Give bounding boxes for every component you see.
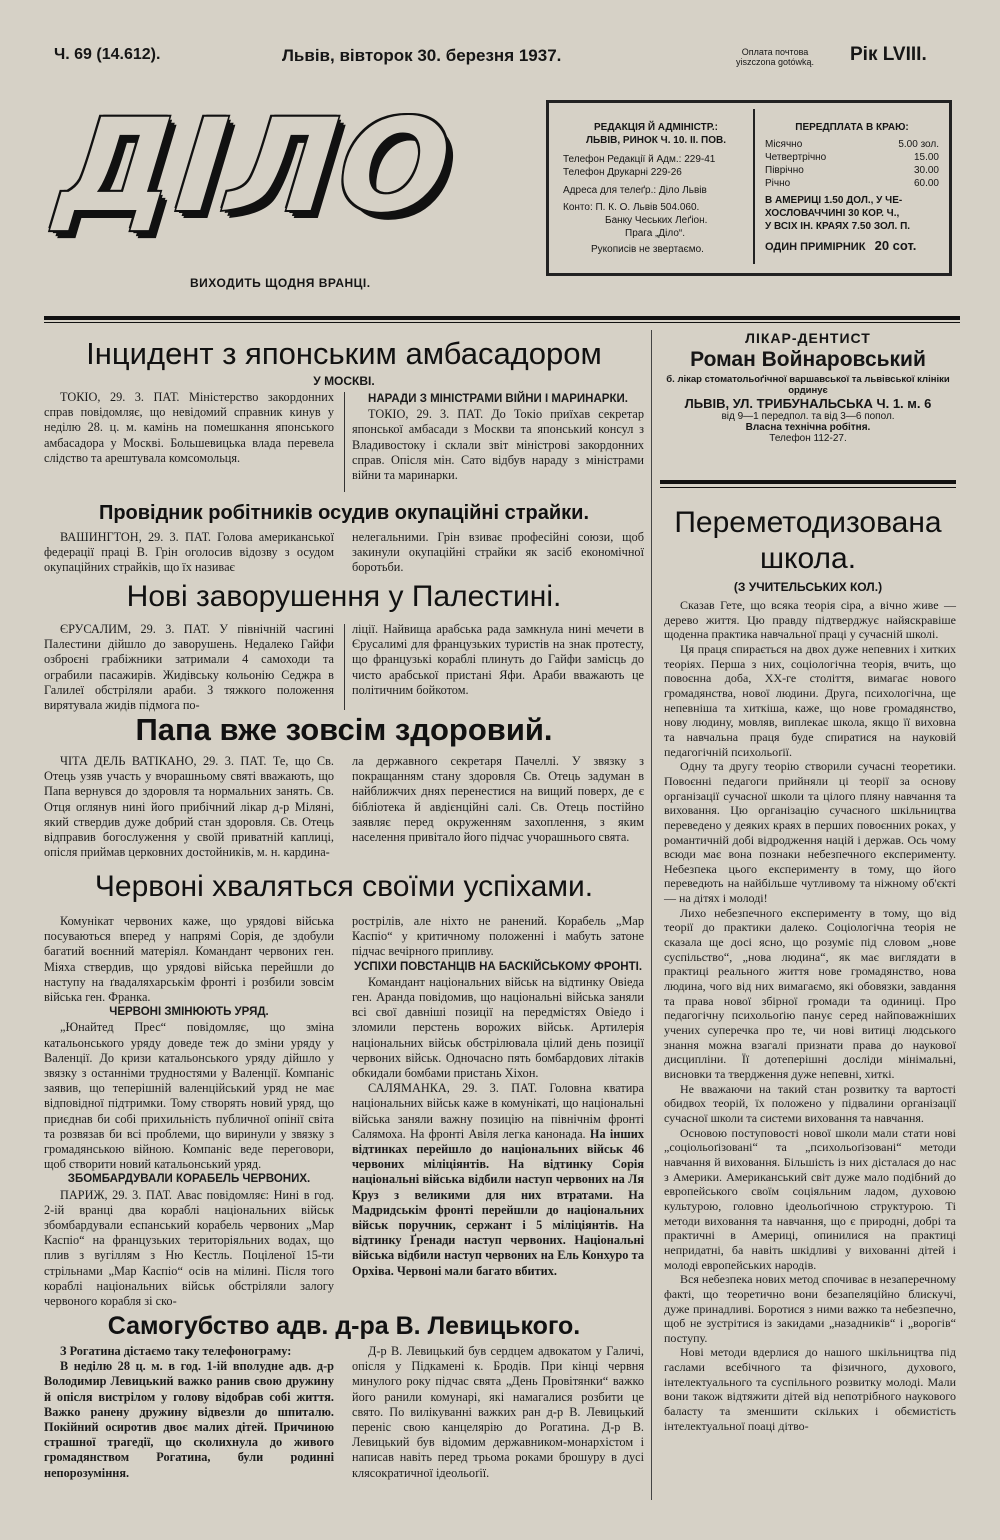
article-text: Д-р В. Левицький був сердцем адвокатом у Галичі, опісля у Підкамені к. Бродів. При кінці червня минулого року підчас свята „День Провітянки“ важко його ранили комунарі, які намагалися розбити це свято. По вилікуванні важких ран д-р В. Левицький переніс свою канцелярію до Рогатина. Д-р В. Левицький був відомим державником-монархістом і написав навіть перед трьома роками брошуру в дусі клясократичної ідеольоґії. [352,1344,644,1480]
issue-number: Ч. 69 (14.612). [54,46,161,63]
column-rule [344,392,345,492]
column-rule [344,624,345,710]
masthead-rule-thin [44,322,960,323]
rate-row: Річно 60.00 [765,178,939,189]
headline-japan-ambassador: Інцидент з японським амбасадором [86,336,602,371]
article-text: ліції. Найвища арабська рада замкнула нині мечети в Єрусалимі для французьких туристів на знак протесту, що французькі кораблі плинуть до Гайфи замісць до чисто арабської пристані Яфи. Араби вважають це політичним бойкотом. [352,622,644,697]
tagline: ВИХОДИТЬ ЩОДНЯ ВРАНЦІ. [190,276,371,290]
rate-row: Четвертрічно 15.00 [765,152,939,163]
article-text: ТОКІО, 29. 3. ПАТ. Міністерство закордонних справ повідомляє, що невідомий справник кинув у неділю 28. ц. м. камінь на помешкання японського амбасадора у Москві. Большевицька влада перевела слідство та арештувала комсомольця. [44,390,334,465]
ad-rule-thin [660,487,956,488]
ad-title: ЛІКАР-ДЕНТИСТ [745,330,871,346]
postage-note: Оплата почтова уіszczona gotówką. [735,47,815,67]
headline-suicide: Самогубство адв. д-ра В. Левицького. [107,1312,581,1340]
newspaper-logo: ДІЛО [52,92,461,241]
headline-pope: Папа вже зовсім здоровий. [135,712,553,747]
article-text: Комунікат червоних каже, що урядові війська посуваються вперед у напрямі Сорія, де здобули багатий воєнний матеріял. Командант червоних ген. Міяха ствердив, що урядові війська перейшли до наступу на ґвадаляхарськім фронті і розбили зовсім війська ген. Франка. ЧЕРВОНІ ЗМІНЮЮТЬ УРЯД. „Юнайтед Прес“ повідомляє, що зміна катальонського уряду доведе теж до зміни уряду у Валенції. До кризи катальонського уряду дійшло у звязку з останніми трудностями у Валенції. Компаніс заявив, що теперішній валенційський уряд не має відповідної підтримки. Тому створять новий уряд, що приєднав би собі прихильність публичної опінії світа та розвязав би всі проблеми, що виринули у звязку з громадянською війною. Компаніс веде переговори, щоб створити новий катальонський уряд. ЗБОМБАРДУВАЛИ КОРАБЕЛЬ ЧЕРВОНИХ. ПАРИЖ, 29. 3. ПАТ. Авас повідомляє: Нині в год. 2-ій вранці два кораблі національних військ збомбардували еспанський корабель червоних „Мар Каспіо“ на французьких територіяльних водах, що плив з вугіллям з Ню Кестль. Поціленої 15-ти стрільнами „Мар Каспіо“ осів на мілині. Після того кораблі національних військ обстріляли залогу червоного корабля зі ско- [44,914,334,1309]
article-text: ла державного секретаря Пачеллі. У звязку з покращанням стану здоровля Св. Отець задуман в найближчих днях перенестися на вищий поверх, де є бібліотека й авдієнційні салі. Св. Отець постійно заявляє перед окруженням захоплення, з яким населення привітало його підчас учорашнього свята. [352,754,644,845]
year-label: Рік LVIII. [850,44,927,65]
dentist-advertisement: ЛІКАР-ДЕНТИСТ Роман Войнаровський б. лікар стоматольоґічної варшавської та львівської клініки ординує ЛЬВІВ, УЛ. ТРИБУНАЛЬСЬКА Ч. 1. м. 6 від 9—1 передпол. та від 3—6 попол. Власна технічна робітня. Телефон 112-27. [658,330,958,470]
feature-text: Сказав Гете, що всяка теорія сіра, а вічно живе — дерево життя. Цю правду підтверджує найяскравіше щоденна практика навчальної праці у сучасній школі. Ця праця спирається на двох дуже непевних і хитких теоріях. Перша з них, соціологічна теорія, вчить, що повоєнна доба, ХХ-ге століття, вимагає нового громадянства, нової людини. Друга, психологічна, ще непевніша та хиткіша, каже, що нове громадянство, нову людину, мовляв, виплекає школа, якщо її виховна та навчальна праця буде спиратися на науковій педагогічній психольоґії. Одну та другу теорію створили сучасні теоретики. Повоєнні педагоги прийняли ці теорії за основу організації сучасної школи та цілого пляну навчання та виховання. Цю організацію сучасного шкільництва переведено у деяких краях в перших повоєнних роках, у романтичній добі відродження націй і держав. Ось чому всюди має вона познаки небезпечного експерименту. Небезпека цього експерименту в тому, що його переведють на найбільше чутливому та ніжному об'єкті — на дітях і молоді! Лихо небезпечного експерименту в тому, що від теорії до практики далеко. Соціологічна теорія не сказала ще досі ясно, що розуміє під словом „нове суспільство“, „нова людина“, як має виглядати в практиці реального життя нове громадянство, нова людина, чого від них вимагаємо, які обовязки, завдання та права нової збірної громади та одиниці. Про педагогічну психольоґію панує серед найповажніших учених суперечка про те, чи нові витиці людського знання можна взагалі признати права до наукової дисципліни. Її дотеперішні досліди мінімальні, висновки та твердження дуже непевні, хиткі. Не вважаючи на такий стан розвитку та вартості обидвох теорій, їх положено у підвалини організації сучасної школи та системи виховання та навчання. Основою поступовості нової школи мали стати нові „соціольоґізовані“ та „психольоґізовані“ методи навчання й виховання. Більшість із них дісталася до нас з Америки. Американський світ дуже мало подібний до европейського своїм соціяльним ладом, духовою культурою, головно ідеольоґічною структурою. Ті методи виховання та навчання, що є природні, добрі та практичні в Америці, опинилися на практиці непридатні, ба навіть шкідливі у вихованні дітей і молоді европейських народів. Вся небезпека нових метод спочиває в незаперечному факті, що теоретично вони безапеляційно блискучі, дуже принадливі. Боротися з ними важко та небезпечно, щоб не зустрітися із закидами „назадників“ і „ворогів“ поступу. Нові методи вдерлися до нашого шкільництва під гаслами всебічного та фізичного, духового, інтелектуального та суспільного розвитку молоді. Мали вони також відтяжити дітей від непотрібного наукового баласту та зменшити скільких і обємистість інтелектуальної поаці дітво- [664,598,956,1433]
feature-subhead: (З УЧИТЕЛЬСЬКИХ КОЛ.) [733,580,883,594]
box-divider [753,109,755,264]
headline-palestine: Нові заворушення у Палестині. [126,580,562,613]
article-text: НАРАДИ З МІНІСТРАМИ ВІЙНИ І МАРИНАРКИ. ТОКІО, 29. 3. ПАТ. До Токіо приїхав секретар японської амбасади з Москви та японський консул з Владивостоку і склали звіт міністрові закордонних справ. Опісля мін. Сато відбув нараду з міністрами війни та маринарки. [352,393,644,483]
ad-name: Роман Войнаровський [690,348,926,371]
article-text: нелегальними. Грін взиває професійні союзи, щоб закинули окупаційні страйки як засіб економічної боротьби. [352,530,644,575]
article-text: ВАШИНГТОН, 29. 3. ПАТ. Голова американської федерації праці В. Грін оголосив відозву з осудом окупаційних страйків, що їх називає [44,530,334,575]
subhead-moscow: У МОСКВІ. [313,374,375,388]
rate-row: Місячно 5.00 зол. [765,139,939,150]
masthead-info-box [546,100,952,276]
rate-row: Піврічно 30.00 [765,165,939,176]
subscription-info: ПЕРЕДПЛАТА В КРАЮ: Місячно 5.00 зол. Четвертрічно 15.00 Піврічно 30.00 Річно 60.00 В АМЕРИЦІ 1.50 ДОЛ., У ЧЕ- ХОСЛОВАЧЧИНІ 30 КОР. Ч., У ВСІХ ІН. КРАЯХ 7.50 ЗОЛ. П. ОДИН ПРИМІРНИК 20 сот. [765,122,939,253]
feature-headline-1: Переметодизована [674,506,942,539]
headline-strikes: Провідник робітників осудив окупаційні страйки. [98,502,590,524]
masthead-rule [44,316,960,320]
dateline: Львів, вівторок 30. березня 1937. [282,46,562,65]
article-text: З Рогатина дістаємо таку телефонограму: В неділю 28 ц. м. в год. 1-ій вполудне адв. д-р Володимир Левицький важко ранив свою дружину й опісля вистрілом у голову відобрав собі життя. Важко ранену дружину відвезли до шпиталю. Покійний осиротив двоє малих дітей. Причиною страшної трагедії, що сколихнула до живого громадянством Рогатина, були родинні непорозуміння. [44,1344,334,1480]
article-text: рострілів, але ніхто не ранений. Корабель „Мар Каспіо“ у критичному положенні і мабуть затоне підчас вечірного припливу. УСПІХИ ПОВСТАНЦІВ НА БАСКІЙСЬКОМУ ФРОНТІ. Командант національних військ на відтинку Овіеда ген. Аранда повідомив, що національні війська заняли всі свої давніші позиції на передмістях Овіедо і зломили перстень ворожих військ. Артилерія національних військ обстрілювала цілий день позиції червоних військ. Одночасно пять бомбардових літаків обкидали бомбами пристань Хіхон. САЛЯМАНКА, 29. 3. ПАТ. Головна кватира національних військ каже в комунікаті, що національні війська заняли важну позицію на північнім фронті Салямоха. На фронті Авіля легка канонада. На інших відтинках перейшло до національних військ 46 червоних міліціянтів. На відтинку Сорія національні війська відбили наступ червоних на Ля Круз з великими для них втратами. На Мадридськім фронті перейшли до національних військ поручник, сержант і 5 міліціянтів. На відтинку Ґренади наступ червоних. Національні війська відбили наступ червоних на Ель Конхуро та Орхіва. Червоні мали багато вбитих. [352,914,645,1278]
article-text: ЧІТА ДЕЛЬ ВАТІКАНО, 29. 3. ПАТ. Те, що Св. Отець узяв участь у вчорашньому святі вважають, що Папа вернувся до здоровля та нормальних занять. Св. Отця оглянув нині його прибічний лікар д-р Міляні, який ствердив дуже добрий стан здоровля. Св. Отець відправив богослуження у своїй приватній каплиці, опісля приймав церковних достойників, м. н. кардина- [44,754,334,860]
editorial-info: РЕДАКЦІЯ Й АДМІНІСТР.: ЛЬВІВ, РИНОК Ч. 10. II. ПОВ. Телефон Редакції й Адм.: 229-41 Телефон Друкарні 229-26 Адреса для телеґр.: Діло Львів Конто: П. К. О. Львів 504.060. Банку Чеських Леґіон. Прага „Діло“. Рукописів не звертаємо. [563,122,727,255]
column-rule-main [651,330,652,1500]
ad-rule [660,480,956,484]
headline-reds: Червоні хваляться своїми успіхами. [94,870,594,903]
article-text: ЄРУСАЛИМ, 29. 3. ПАТ. У північній часгині Палестини дійшло до заворушень. Недалеко Гайфи озброєні грабіжники затримали 4 самоходи та ограбили пасажирів. Жидівську кольонію Седжра в Галилеї обстріляли араби. З тяжкого положення вирятувала жидів підмога по- [44,622,334,713]
feature-headline-2: школа. [759,542,857,575]
